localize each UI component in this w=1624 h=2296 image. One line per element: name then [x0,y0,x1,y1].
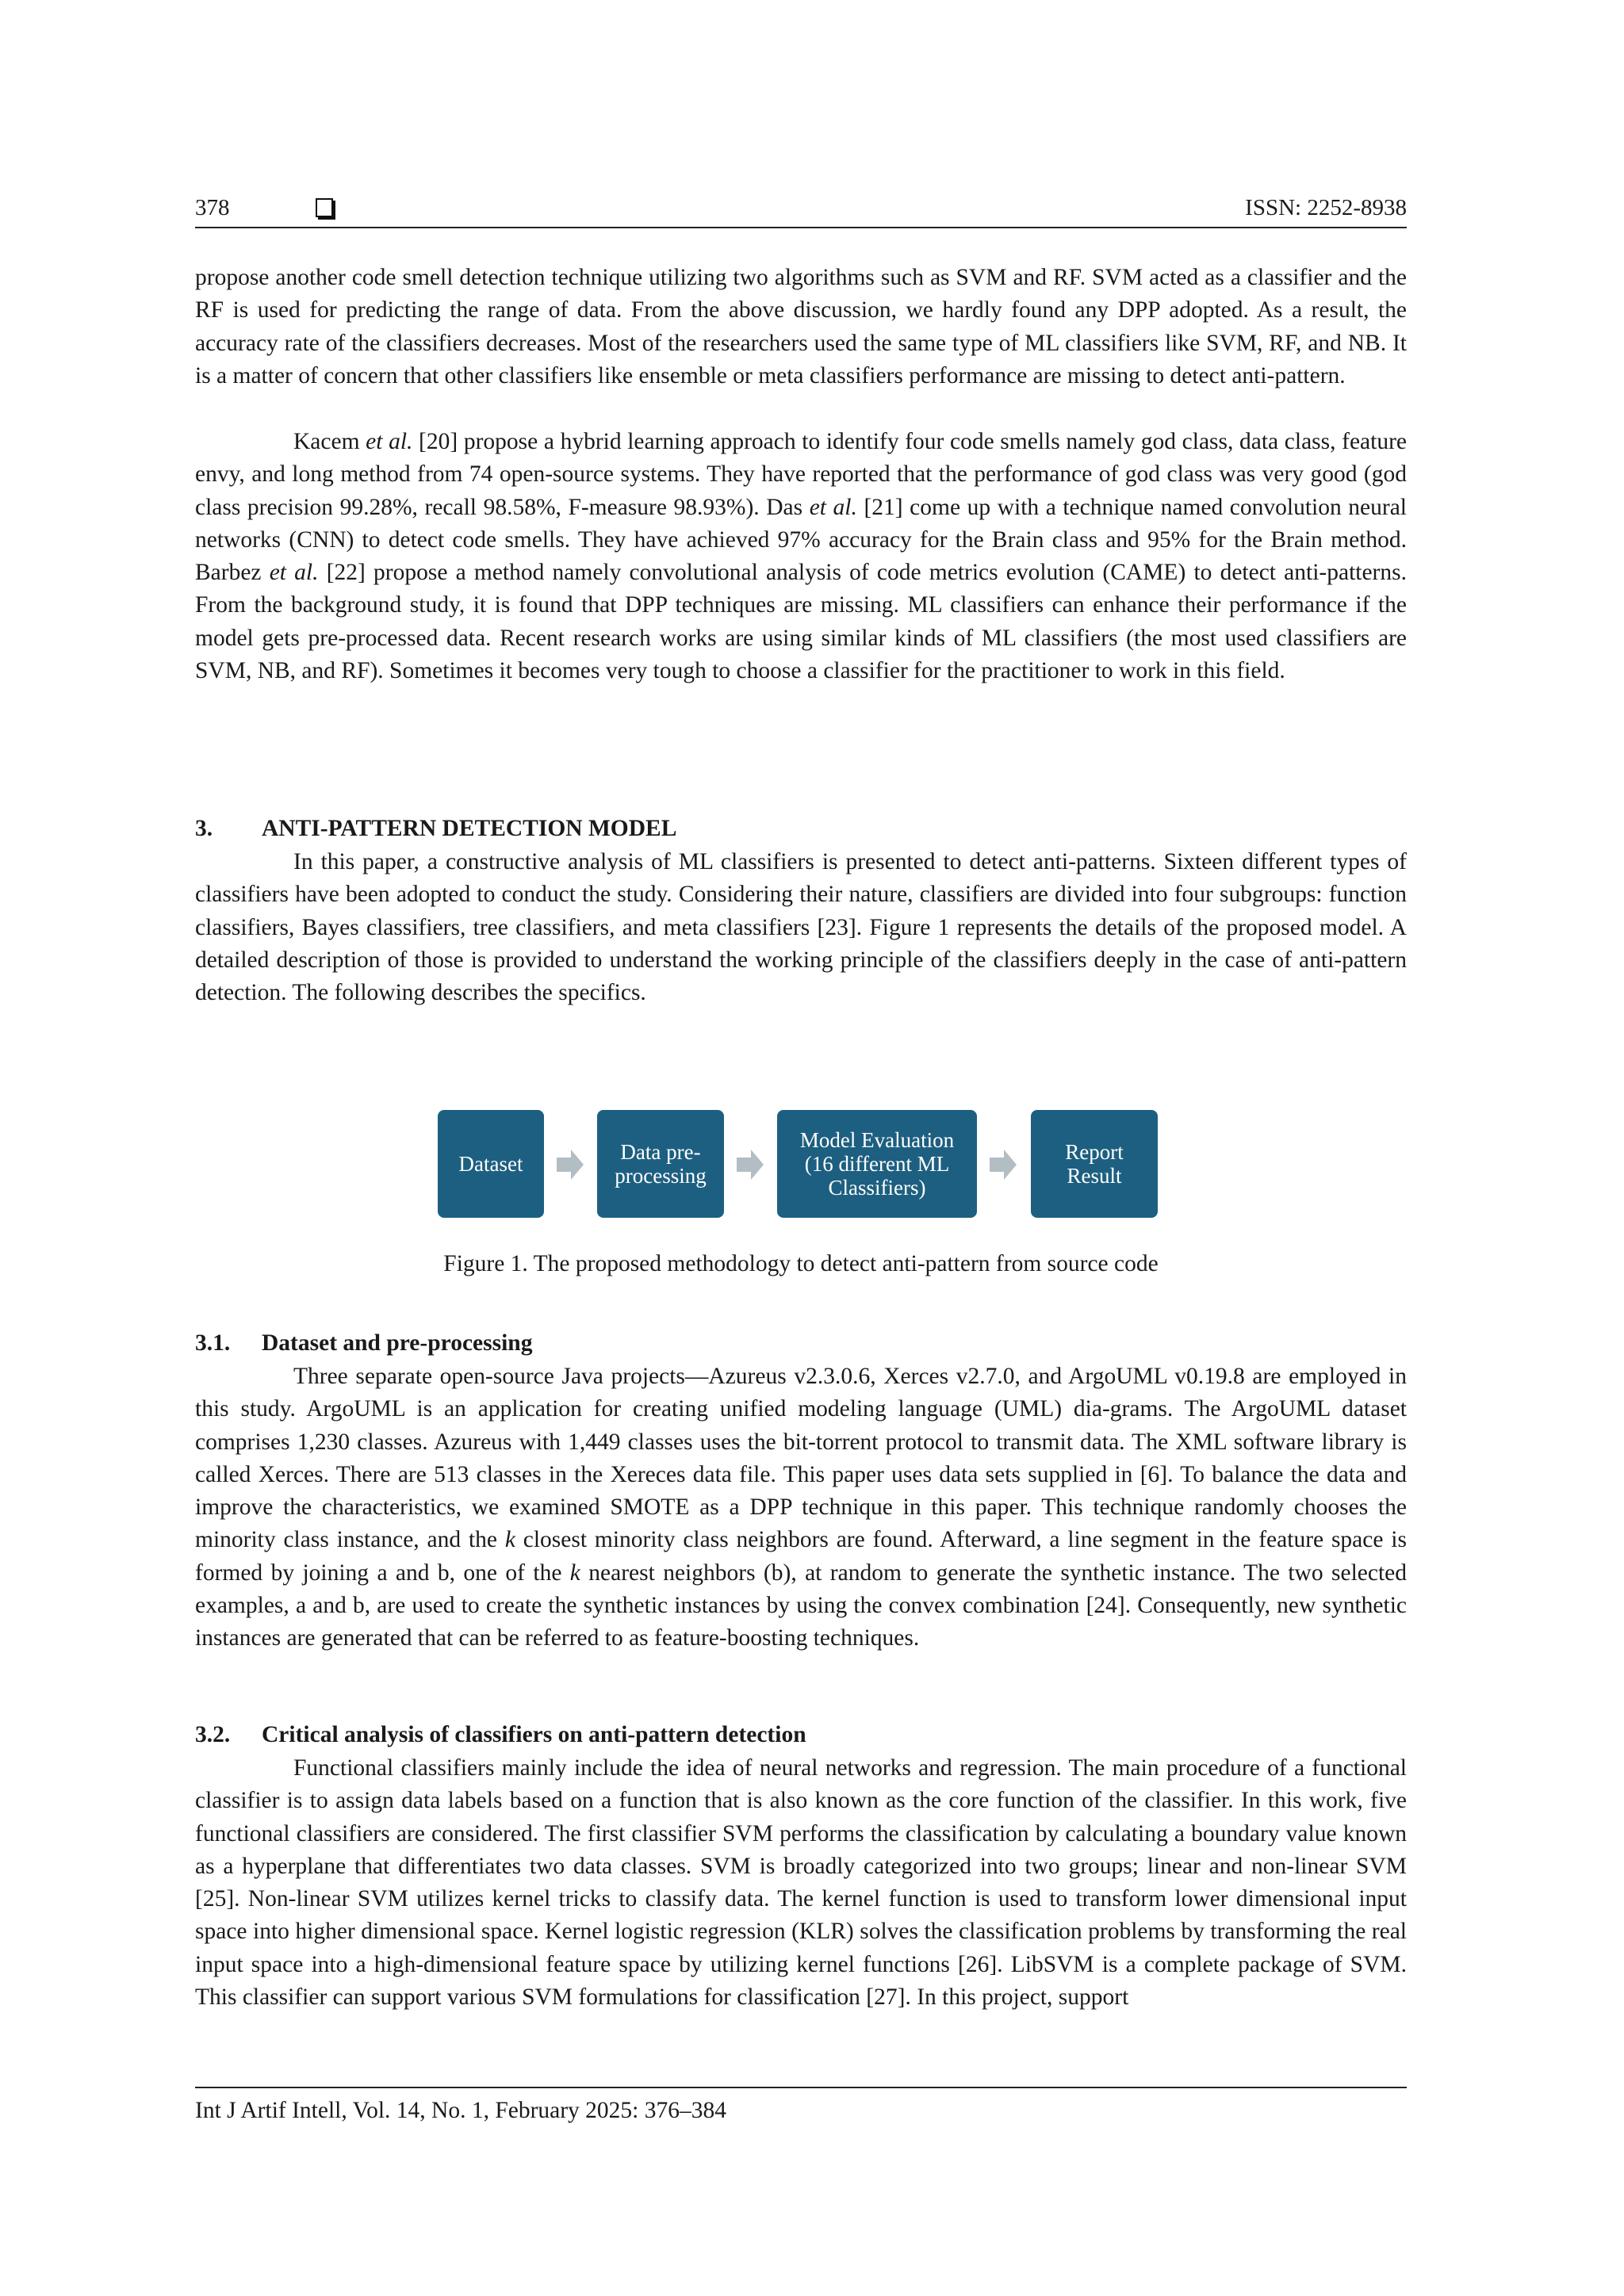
flow-diagram [195,1110,1407,1221]
paragraph-3: In this paper, a constructive analysis of ML classifiers is presented to detect anti-patterns. Sixteen different types of classifiers have been adopted to conduct the study. Considering their nature, classifiers are divided into four subgroups: function classifiers, Bayes classifiers, tree classifiers, and meta classifiers [23]. Figure 1 represents the details of the proposed model. A detailed description of those is provided to understand the working principle of the classifiers deeply in the case of anti-pattern detection. The following describes the specifics. [195,849,1407,1006]
journal-citation: Int J Artif Intell, Vol. 14, No. 1, February 2025: 376–384 [195,2098,727,2123]
arrow-icon [557,1150,584,1180]
arrow-icon [990,1150,1017,1180]
figure-caption: Figure 1. The proposed methodology to detect anti-pattern from source code [443,1251,1159,1276]
paragraph-5: Functional classifiers mainly include the idea of neural networks and regression. The main procedure of a functional classifier is to assign data labels based on a function that is also known as the core function of the classifier. In this work, five functional classifiers are considered. The first classifier SVM performs the classification by calculating a boundary value known as a hyperplane that differentiates two data classes. SVM is broadly categorized into two groups; linear and non-linear SVM [25]. Non-linear SVM utilizes kernel tricks to classify data. The kernel function is used to transform lower dimensional input space into higher dimensional space. Kernel logistic regression (KLR) solves the classification problems by transforming the real input space into a high-dimensional feature space by utilizing kernel functions [26]. LibSVM is a complete package of SVM. This classifier can support various SVM formulations for classification [27]. In this project, support [195,1755,1407,2011]
paragraph-4: Three separate open-source Java projects—Azureus v2.3.0.6, Xerces v2.7.0, and ArgoUML v0.19.8 are employed in this study. ArgoUML is an application for creating unified modeling language (UML) dia-grams. The ArgoUML dataset comprises 1,230 classes. Azureus with 1,449 classes uses the bit-torrent protocol to transmit data. The XML software library is called Xerces. There are 513 classes in the Xereces data file. This paper uses data sets supplied in [6]. To balance the data and improve the characteristics, we examined SMOTE as a DPP technique in this paper. This technique randomly chooses the minority class instance, and the k closest minority class neighbors are found. Afterward, a line segment in the feature space is formed by joining a and b, one of the k nearest neighbors (b), at random to generate the synthetic instance. The two selected examples, a and b, are used to create the synthetic instances by using the convex combination [24]. Consequently, new synthetic instances are generated that can be referred to as feature-boosting techniques. [195,1364,1407,1651]
issn: ISSN: 2252-8938 [1245,195,1407,220]
arrow-icon [737,1150,764,1180]
flow-box-model-evaluation: Model Evaluation (16 different ML Classifiers) [777,1110,977,1218]
page-footer [195,2087,1407,2124]
square-icon [316,198,333,217]
flow-box-preprocessing: Data pre- processing [597,1110,724,1218]
paragraph-2: Kacem et al. [20] propose a hybrid learning approach to identify four code smells namely god class, data class, feature envy, and long method from 74 open-source systems. They have reported that the performance of god class was very good (god class precision 99.28%, recall 98.58%, F-measure 98.93%). Das et al. [21] come up with a technique named convolution neural networks (CNN) to detect code smells. They have achieved 97% accuracy for the Brain class and 95% for the Brain method. Barbez et al. [22] propose a method namely convolutional analysis of code metrics evolution (CAME) to detect anti-patterns. From the background study, it is found that DPP techniques are missing. ML classifiers can enhance their performance if the model gets pre-processed data. Recent research works are using similar kinds of ML classifiers (the most used classifiers are SVM, NB, and RF). Sometimes it becomes very tough to choose a classifier for the practitioner to work in this field. [195,429,1408,684]
flow-box-dataset: Dataset [438,1110,544,1218]
paragraph-1: propose another code smell detection technique utilizing two algorithms such as SVM and RF. SVM acted as a classifier and the RF is used for predicting the range of data. From the above discussion, we hardly found any DPP adopted. As a result, the accuracy rate of the classifiers decreases. Most of the researchers used the same type of ML classifiers like SVM, RF, and NB. It is a matter of concern that other classifiers like ensemble or meta classifiers performance are missing to detect anti-pattern. [195,265,1407,388]
figure-1 [195,1110,1407,1292]
page-header [195,193,1407,228]
section-heading-3: 3. ANTI-PATTERN DETECTION MODEL [195,816,677,841]
page-number: 378 [195,195,230,220]
section-heading-3-1: 3.1. Dataset and pre-processing [195,1330,533,1356]
flow-box-report-result: Report Result [1031,1110,1158,1218]
section-heading-3-2: 3.2. Critical analysis of classifiers on anti-pattern detection [195,1722,806,1747]
